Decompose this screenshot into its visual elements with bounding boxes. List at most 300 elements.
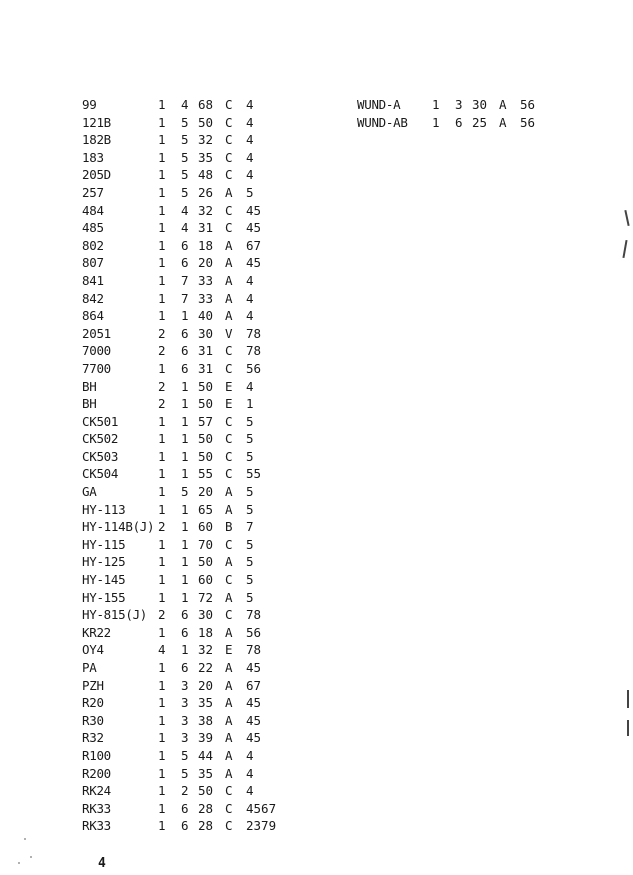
- col-5-cell: 4: [246, 167, 254, 183]
- col-4-cell: A: [225, 730, 233, 746]
- col-2-cell: 6: [455, 114, 463, 130]
- col-4-cell: E: [225, 642, 233, 658]
- col-1-cell: 1: [158, 624, 166, 640]
- table-row: [82, 290, 286, 308]
- tube-type-cell: HY-145: [82, 572, 126, 588]
- col-5-cell: 5: [246, 572, 254, 588]
- col-1-cell: 1: [158, 800, 166, 816]
- col-5-cell: 4: [246, 149, 254, 165]
- tube-type-cell: 99: [82, 97, 97, 112]
- col-2-cell: 7: [181, 290, 189, 306]
- table-row: [82, 677, 286, 695]
- col-4-cell: C: [225, 448, 233, 464]
- col-5-cell: 4: [246, 97, 254, 112]
- col-4-cell: V: [225, 325, 233, 341]
- tube-type-cell: 205D: [82, 167, 111, 183]
- col-2-cell: 1: [181, 536, 189, 552]
- col-2-cell: 3: [181, 712, 189, 728]
- col-3-cell: 68: [198, 97, 214, 112]
- table-row: [82, 448, 286, 466]
- col-5-cell: 67: [246, 677, 262, 693]
- col-5-cell: 45: [246, 712, 262, 728]
- table-row: [82, 219, 286, 237]
- col-2-cell: 1: [181, 378, 189, 394]
- col-4-cell: C: [225, 413, 233, 429]
- col-5-cell: 45: [246, 695, 262, 711]
- col-1-cell: 1: [158, 431, 166, 447]
- col-2-cell: 5: [181, 765, 189, 781]
- col-3-cell: 50: [198, 396, 214, 412]
- table-row: [357, 114, 560, 132]
- table-row: [82, 747, 286, 765]
- col-4-cell: C: [225, 343, 233, 359]
- col-1-cell: 1: [158, 220, 166, 236]
- col-2-cell: 1: [181, 413, 189, 429]
- col-3-cell: 30: [198, 607, 214, 623]
- col-5-cell: 5: [246, 184, 254, 200]
- col-4-cell: A: [225, 255, 233, 271]
- col-1-cell: 1: [158, 272, 166, 288]
- col-2-cell: 6: [181, 800, 189, 816]
- table-row: [82, 430, 286, 448]
- scan-speck: [30, 856, 32, 858]
- col-3-cell: 35: [198, 765, 214, 781]
- col-3-cell: 44: [198, 747, 214, 763]
- table-row: [82, 378, 286, 396]
- col-2-cell: 1: [181, 501, 189, 517]
- col-4-cell: A: [225, 272, 233, 288]
- col-5-cell: 78: [246, 343, 262, 359]
- col-5-cell: 5: [246, 554, 254, 570]
- col-5-cell: 67: [246, 237, 262, 253]
- col-1-cell: 1: [432, 97, 440, 112]
- table-row: [82, 254, 286, 272]
- tube-type-cell: CK503: [82, 448, 119, 464]
- col-2-cell: 5: [181, 132, 189, 148]
- col-3-cell: 48: [198, 167, 214, 183]
- col-2-cell: 5: [181, 747, 189, 763]
- col-1-cell: 1: [158, 572, 166, 588]
- col-4-cell: A: [225, 765, 233, 781]
- col-5-cell: 4567: [246, 800, 277, 816]
- col-5-cell: 56: [246, 360, 262, 376]
- col-3-cell: 30: [472, 97, 488, 112]
- col-3-cell: 39: [198, 730, 214, 746]
- col-2-cell: 2: [181, 783, 189, 799]
- tube-type-cell: 7700: [82, 360, 111, 376]
- col-1-cell: 1: [158, 184, 166, 200]
- col-2-cell: 6: [181, 624, 189, 640]
- col-2-cell: 6: [181, 360, 189, 376]
- col-4-cell: A: [225, 501, 233, 517]
- col-3-cell: 40: [198, 308, 214, 324]
- col-5-cell: 45: [246, 660, 262, 675]
- table-row: [82, 729, 286, 747]
- col-1-cell: 1: [158, 818, 166, 834]
- col-1-cell: 1: [158, 660, 166, 675]
- col-2-cell: 1: [181, 308, 189, 324]
- col-5-cell: 4: [246, 765, 254, 781]
- col-1-cell: 1: [158, 765, 166, 781]
- col-2-cell: 4: [181, 97, 189, 112]
- table-row: [82, 96, 286, 114]
- col-2-cell: 1: [181, 396, 189, 412]
- col-5-cell: 45: [246, 220, 262, 236]
- col-1-cell: 1: [158, 536, 166, 552]
- col-5-cell: 56: [520, 97, 536, 112]
- col-5-cell: 56: [520, 114, 536, 130]
- table-row: [82, 765, 286, 783]
- tube-type-cell: HY-815(J): [82, 607, 148, 623]
- tube-type-cell: 807: [82, 255, 104, 271]
- col-5-cell: 1: [246, 396, 254, 412]
- tube-type-cell: 2051: [82, 325, 111, 341]
- table-row: [82, 360, 286, 378]
- col-1-cell: 2: [158, 519, 166, 535]
- page-number: 4: [98, 856, 106, 871]
- col-4-cell: A: [225, 695, 233, 711]
- tube-type-cell: KR22: [82, 624, 111, 640]
- table-row: [82, 325, 286, 343]
- col-1-cell: 2: [158, 378, 166, 394]
- col-3-cell: 70: [198, 536, 214, 552]
- tube-type-cell: GA: [82, 484, 97, 500]
- col-3-cell: 30: [198, 325, 214, 341]
- table-row: [82, 624, 286, 642]
- col-4-cell: A: [225, 712, 233, 728]
- col-2-cell: 1: [181, 589, 189, 605]
- col-4-cell: A: [499, 114, 507, 130]
- col-3-cell: 22: [198, 660, 214, 675]
- table-row: [82, 166, 286, 184]
- col-5-cell: 5: [246, 448, 254, 464]
- col-4-cell: C: [225, 431, 233, 447]
- col-4-cell: C: [225, 818, 233, 834]
- col-5-cell: 45: [246, 255, 262, 271]
- tube-type-cell: BH: [82, 396, 97, 412]
- tube-type-cell: R100: [82, 747, 111, 763]
- tube-type-cell: OY4: [82, 642, 104, 658]
- col-5-cell: 78: [246, 607, 262, 623]
- col-3-cell: 57: [198, 413, 214, 429]
- col-4-cell: A: [225, 624, 233, 640]
- col-4-cell: C: [225, 220, 233, 236]
- col-4-cell: C: [225, 167, 233, 183]
- col-4-cell: C: [225, 149, 233, 165]
- table-row: [82, 571, 286, 589]
- col-3-cell: 28: [198, 800, 214, 816]
- col-3-cell: 60: [198, 572, 214, 588]
- col-2-cell: 7: [181, 272, 189, 288]
- col-1-cell: 1: [158, 712, 166, 728]
- col-3-cell: 72: [198, 589, 214, 605]
- table-row: [82, 465, 286, 483]
- tube-type-cell: R20: [82, 695, 104, 711]
- col-5-cell: 4: [246, 272, 254, 288]
- col-1-cell: 1: [158, 554, 166, 570]
- col-4-cell: A: [225, 677, 233, 693]
- col-2-cell: 3: [181, 677, 189, 693]
- col-3-cell: 50: [198, 114, 214, 130]
- col-2-cell: 6: [181, 237, 189, 253]
- col-3-cell: 65: [198, 501, 214, 517]
- col-1-cell: 1: [158, 484, 166, 500]
- table-row: [82, 307, 286, 325]
- col-2-cell: 5: [181, 167, 189, 183]
- tube-type-cell: HY-114B(J): [82, 519, 155, 535]
- col-2-cell: 5: [181, 149, 189, 165]
- col-2-cell: 5: [181, 484, 189, 500]
- col-1-cell: 2: [158, 607, 166, 623]
- scan-speck: [24, 838, 26, 840]
- tube-data-table-left: [82, 96, 286, 835]
- tube-type-cell: PZH: [82, 677, 104, 693]
- tube-type-cell: 485: [82, 220, 104, 236]
- table-row: [82, 694, 286, 712]
- col-1-cell: 1: [158, 413, 166, 429]
- col-5-cell: 45: [246, 202, 262, 218]
- table-row: [82, 272, 286, 290]
- margin-mark-top: [624, 210, 629, 226]
- col-4-cell: A: [499, 97, 507, 112]
- col-5-cell: 4: [246, 290, 254, 306]
- col-2-cell: 5: [181, 114, 189, 130]
- margin-mark-bottom-lower: [627, 720, 629, 736]
- margin-mark-bottom: [627, 690, 629, 708]
- col-3-cell: 60: [198, 519, 214, 535]
- col-3-cell: 33: [198, 290, 214, 306]
- col-4-cell: C: [225, 360, 233, 376]
- col-3-cell: 32: [198, 202, 214, 218]
- col-5-cell: 2379: [246, 818, 277, 834]
- col-4-cell: C: [225, 800, 233, 816]
- col-5-cell: 5: [246, 431, 254, 447]
- table-row: [82, 782, 286, 800]
- tube-type-cell: 864: [82, 308, 104, 324]
- col-1-cell: 1: [158, 747, 166, 763]
- col-3-cell: 55: [198, 466, 214, 482]
- col-4-cell: A: [225, 589, 233, 605]
- col-1-cell: 1: [158, 308, 166, 324]
- col-1-cell: 2: [158, 343, 166, 359]
- col-5-cell: 5: [246, 536, 254, 552]
- col-1-cell: 1: [158, 114, 166, 130]
- table-row: [82, 712, 286, 730]
- col-4-cell: C: [225, 466, 233, 482]
- table-row: [82, 589, 286, 607]
- col-4-cell: A: [225, 308, 233, 324]
- col-3-cell: 32: [198, 642, 214, 658]
- col-1-cell: 2: [158, 325, 166, 341]
- col-4-cell: C: [225, 607, 233, 623]
- col-3-cell: 28: [198, 818, 214, 834]
- col-2-cell: 6: [181, 818, 189, 834]
- table-row: [82, 501, 286, 519]
- table-row: [82, 114, 286, 132]
- col-5-cell: 4: [246, 114, 254, 130]
- col-1-cell: 1: [158, 255, 166, 271]
- col-1-cell: 1: [158, 589, 166, 605]
- col-2-cell: 6: [181, 607, 189, 623]
- col-5-cell: 5: [246, 589, 254, 605]
- col-2-cell: 1: [181, 466, 189, 482]
- tube-type-cell: 841: [82, 272, 104, 288]
- col-4-cell: A: [225, 554, 233, 570]
- col-3-cell: 31: [198, 360, 214, 376]
- tube-type-cell: R30: [82, 712, 104, 728]
- table-row: [82, 483, 286, 501]
- col-5-cell: 5: [246, 413, 254, 429]
- col-4-cell: A: [225, 484, 233, 500]
- col-1-cell: 1: [158, 677, 166, 693]
- table-row: [82, 659, 286, 677]
- col-4-cell: A: [225, 660, 233, 675]
- table-row: [82, 149, 286, 167]
- col-4-cell: E: [225, 378, 233, 394]
- tube-type-cell: WUND-A: [357, 97, 401, 112]
- col-5-cell: 45: [246, 730, 262, 746]
- col-1-cell: 1: [158, 237, 166, 253]
- col-3-cell: 31: [198, 343, 214, 359]
- col-4-cell: A: [225, 290, 233, 306]
- col-2-cell: 6: [181, 325, 189, 341]
- col-5-cell: 4: [246, 308, 254, 324]
- col-4-cell: C: [225, 572, 233, 588]
- col-1-cell: 2: [158, 396, 166, 412]
- col-5-cell: 4: [246, 783, 254, 799]
- col-1-cell: 1: [158, 695, 166, 711]
- col-4-cell: A: [225, 237, 233, 253]
- col-1-cell: 1: [432, 114, 440, 130]
- col-4-cell: C: [225, 114, 233, 130]
- col-1-cell: 1: [158, 132, 166, 148]
- col-2-cell: 1: [181, 642, 189, 658]
- col-2-cell: 1: [181, 448, 189, 464]
- tube-type-cell: CK501: [82, 413, 119, 429]
- col-1-cell: 1: [158, 202, 166, 218]
- tube-data-table-right: [357, 96, 560, 131]
- col-2-cell: 1: [181, 572, 189, 588]
- tube-type-cell: WUND-AB: [357, 114, 408, 130]
- tube-type-cell: HY-115: [82, 536, 126, 552]
- tube-type-cell: R200: [82, 765, 111, 781]
- table-row: [82, 641, 286, 659]
- col-2-cell: 1: [181, 519, 189, 535]
- col-2-cell: 4: [181, 202, 189, 218]
- col-5-cell: 7: [246, 519, 254, 535]
- col-4-cell: C: [225, 536, 233, 552]
- col-3-cell: 31: [198, 220, 214, 236]
- col-3-cell: 20: [198, 255, 214, 271]
- col-1-cell: 1: [158, 149, 166, 165]
- col-3-cell: 50: [198, 554, 214, 570]
- tube-type-cell: HY-125: [82, 554, 126, 570]
- col-2-cell: 6: [181, 343, 189, 359]
- col-2-cell: 6: [181, 660, 189, 675]
- tube-type-cell: CK504: [82, 466, 119, 482]
- tube-type-cell: R32: [82, 730, 104, 746]
- col-4-cell: C: [225, 132, 233, 148]
- tube-type-cell: HY-113: [82, 501, 126, 517]
- col-3-cell: 18: [198, 624, 214, 640]
- col-5-cell: 5: [246, 501, 254, 517]
- table-row: [82, 184, 286, 202]
- scan-speck: [18, 862, 20, 864]
- col-3-cell: 50: [198, 431, 214, 447]
- col-5-cell: 4: [246, 132, 254, 148]
- col-5-cell: 56: [246, 624, 262, 640]
- col-5-cell: 78: [246, 642, 262, 658]
- tube-type-cell: 121B: [82, 114, 111, 130]
- col-3-cell: 20: [198, 677, 214, 693]
- table-row: [82, 553, 286, 571]
- col-3-cell: 33: [198, 272, 214, 288]
- tube-type-cell: 182B: [82, 132, 111, 148]
- table-row: [82, 413, 286, 431]
- col-3-cell: 35: [198, 149, 214, 165]
- col-3-cell: 50: [198, 448, 214, 464]
- table-row: [82, 342, 286, 360]
- col-2-cell: 6: [181, 255, 189, 271]
- col-4-cell: C: [225, 202, 233, 218]
- table-row: [82, 800, 286, 818]
- col-1-cell: 1: [158, 466, 166, 482]
- tube-type-cell: RK33: [82, 818, 111, 834]
- tube-type-cell: 842: [82, 290, 104, 306]
- col-5-cell: 4: [246, 378, 254, 394]
- col-1-cell: 1: [158, 448, 166, 464]
- col-2-cell: 4: [181, 220, 189, 236]
- col-2-cell: 3: [181, 695, 189, 711]
- tube-type-cell: PA: [82, 660, 97, 675]
- col-4-cell: C: [225, 97, 233, 112]
- margin-mark-top-lower: [622, 240, 627, 258]
- col-4-cell: E: [225, 396, 233, 412]
- table-row: [82, 395, 286, 413]
- table-row: [82, 606, 286, 624]
- col-1-cell: 1: [158, 360, 166, 376]
- col-4-cell: A: [225, 747, 233, 763]
- col-1-cell: 4: [158, 642, 166, 658]
- tube-type-cell: RK33: [82, 800, 111, 816]
- col-1-cell: 1: [158, 783, 166, 799]
- col-5-cell: 78: [246, 325, 262, 341]
- tube-type-cell: HY-155: [82, 589, 126, 605]
- tube-type-cell: 183: [82, 149, 104, 165]
- col-3-cell: 35: [198, 695, 214, 711]
- col-3-cell: 50: [198, 378, 214, 394]
- table-row: [82, 237, 286, 255]
- col-3-cell: 18: [198, 237, 214, 253]
- tube-type-cell: 484: [82, 202, 104, 218]
- tube-type-cell: 802: [82, 237, 104, 253]
- table-row: [82, 131, 286, 149]
- col-1-cell: 1: [158, 290, 166, 306]
- col-1-cell: 1: [158, 167, 166, 183]
- col-3-cell: 32: [198, 132, 214, 148]
- col-2-cell: 3: [181, 730, 189, 746]
- col-2-cell: 3: [455, 97, 463, 112]
- col-5-cell: 4: [246, 747, 254, 763]
- table-row: [82, 202, 286, 220]
- col-3-cell: 38: [198, 712, 214, 728]
- col-1-cell: 1: [158, 97, 166, 112]
- col-4-cell: C: [225, 783, 233, 799]
- col-2-cell: 1: [181, 554, 189, 570]
- tube-type-cell: RK24: [82, 783, 111, 799]
- col-2-cell: 5: [181, 184, 189, 200]
- col-1-cell: 1: [158, 730, 166, 746]
